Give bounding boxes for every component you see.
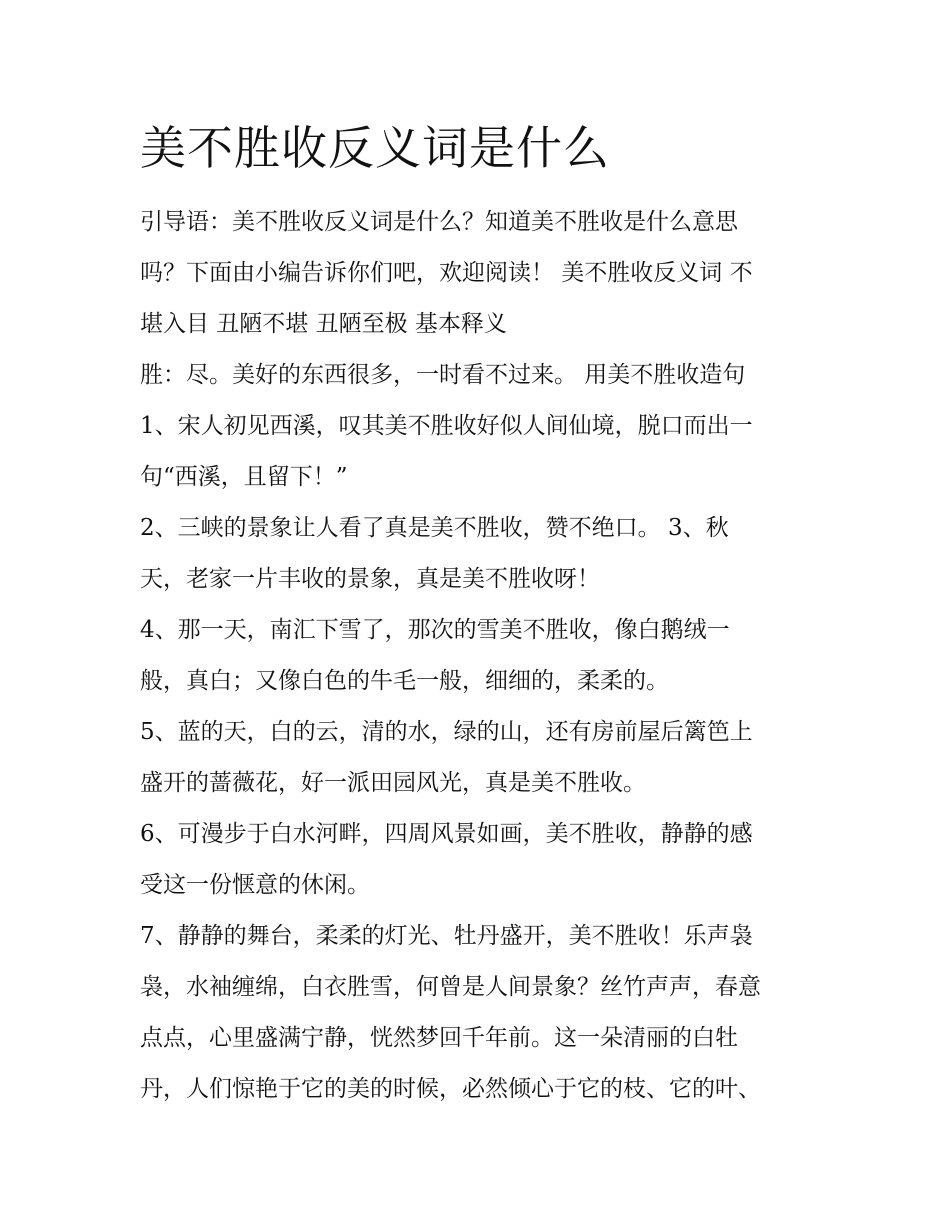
text-line: 6、可漫步于白水河畔，四周风景如画，美不胜收，静静的感	[140, 821, 753, 847]
text-line: 7、静静的舞台，柔柔的灯光、牡丹盛开，美不胜收！乐声袅	[140, 923, 753, 949]
text-line: 点点，心里盛满宁静，恍然梦回千年前。这一朵清丽的白牡	[140, 1025, 738, 1051]
text-line: 1、宋人初见西溪，叹其美不胜收好似人间仙境，脱口而出一	[140, 413, 753, 439]
text-line: 胜：尽。美好的东西很多，一时看不过来。 用美不胜收造句	[140, 362, 746, 388]
text-line: 般，真白；又像白色的牛毛一般，细细的，柔柔的。	[140, 668, 669, 694]
text-line: 句“西溪，且留下！”	[140, 464, 348, 490]
text-line: 堪入目 丑陋不堪 丑陋至极 基本释义	[140, 311, 507, 337]
text-line: 盛开的蔷薇花，好一派田园风光，真是美不胜收。	[140, 770, 646, 796]
text-line: 袅，水袖缠绵，白衣胜雪，何曾是人间景象？丝竹声声，春意	[140, 974, 761, 1000]
page-title: 美不胜收反义词是什么	[140, 121, 610, 175]
text-line: 引导语：美不胜收反义词是什么？知道美不胜收是什么意思	[140, 209, 738, 235]
text-line: 5、蓝的天，白的云，清的水，绿的山，还有房前屋后篱笆上	[140, 719, 753, 745]
text-line: 丹，人们惊艳于它的美的时候，必然倾心于它的枝、它的叶、	[140, 1076, 761, 1102]
document-body	[140, 197, 840, 1115]
text-line: 吗？下面由小编告诉你们吧，欢迎阅读！ 美不胜收反义词 不	[140, 260, 753, 286]
text-line: 受这一份惬意的休闲。	[140, 872, 370, 898]
text-line: 4、那一天，南汇下雪了，那次的雪美不胜收，像白鹅绒一	[140, 617, 730, 643]
text-line: 2、三峡的景象让人看了真是美不胜收，赞不绝口。 3、秋	[140, 515, 729, 541]
text-line: 天，老家一片丰收的景象，真是美不胜收呀！	[140, 566, 600, 592]
